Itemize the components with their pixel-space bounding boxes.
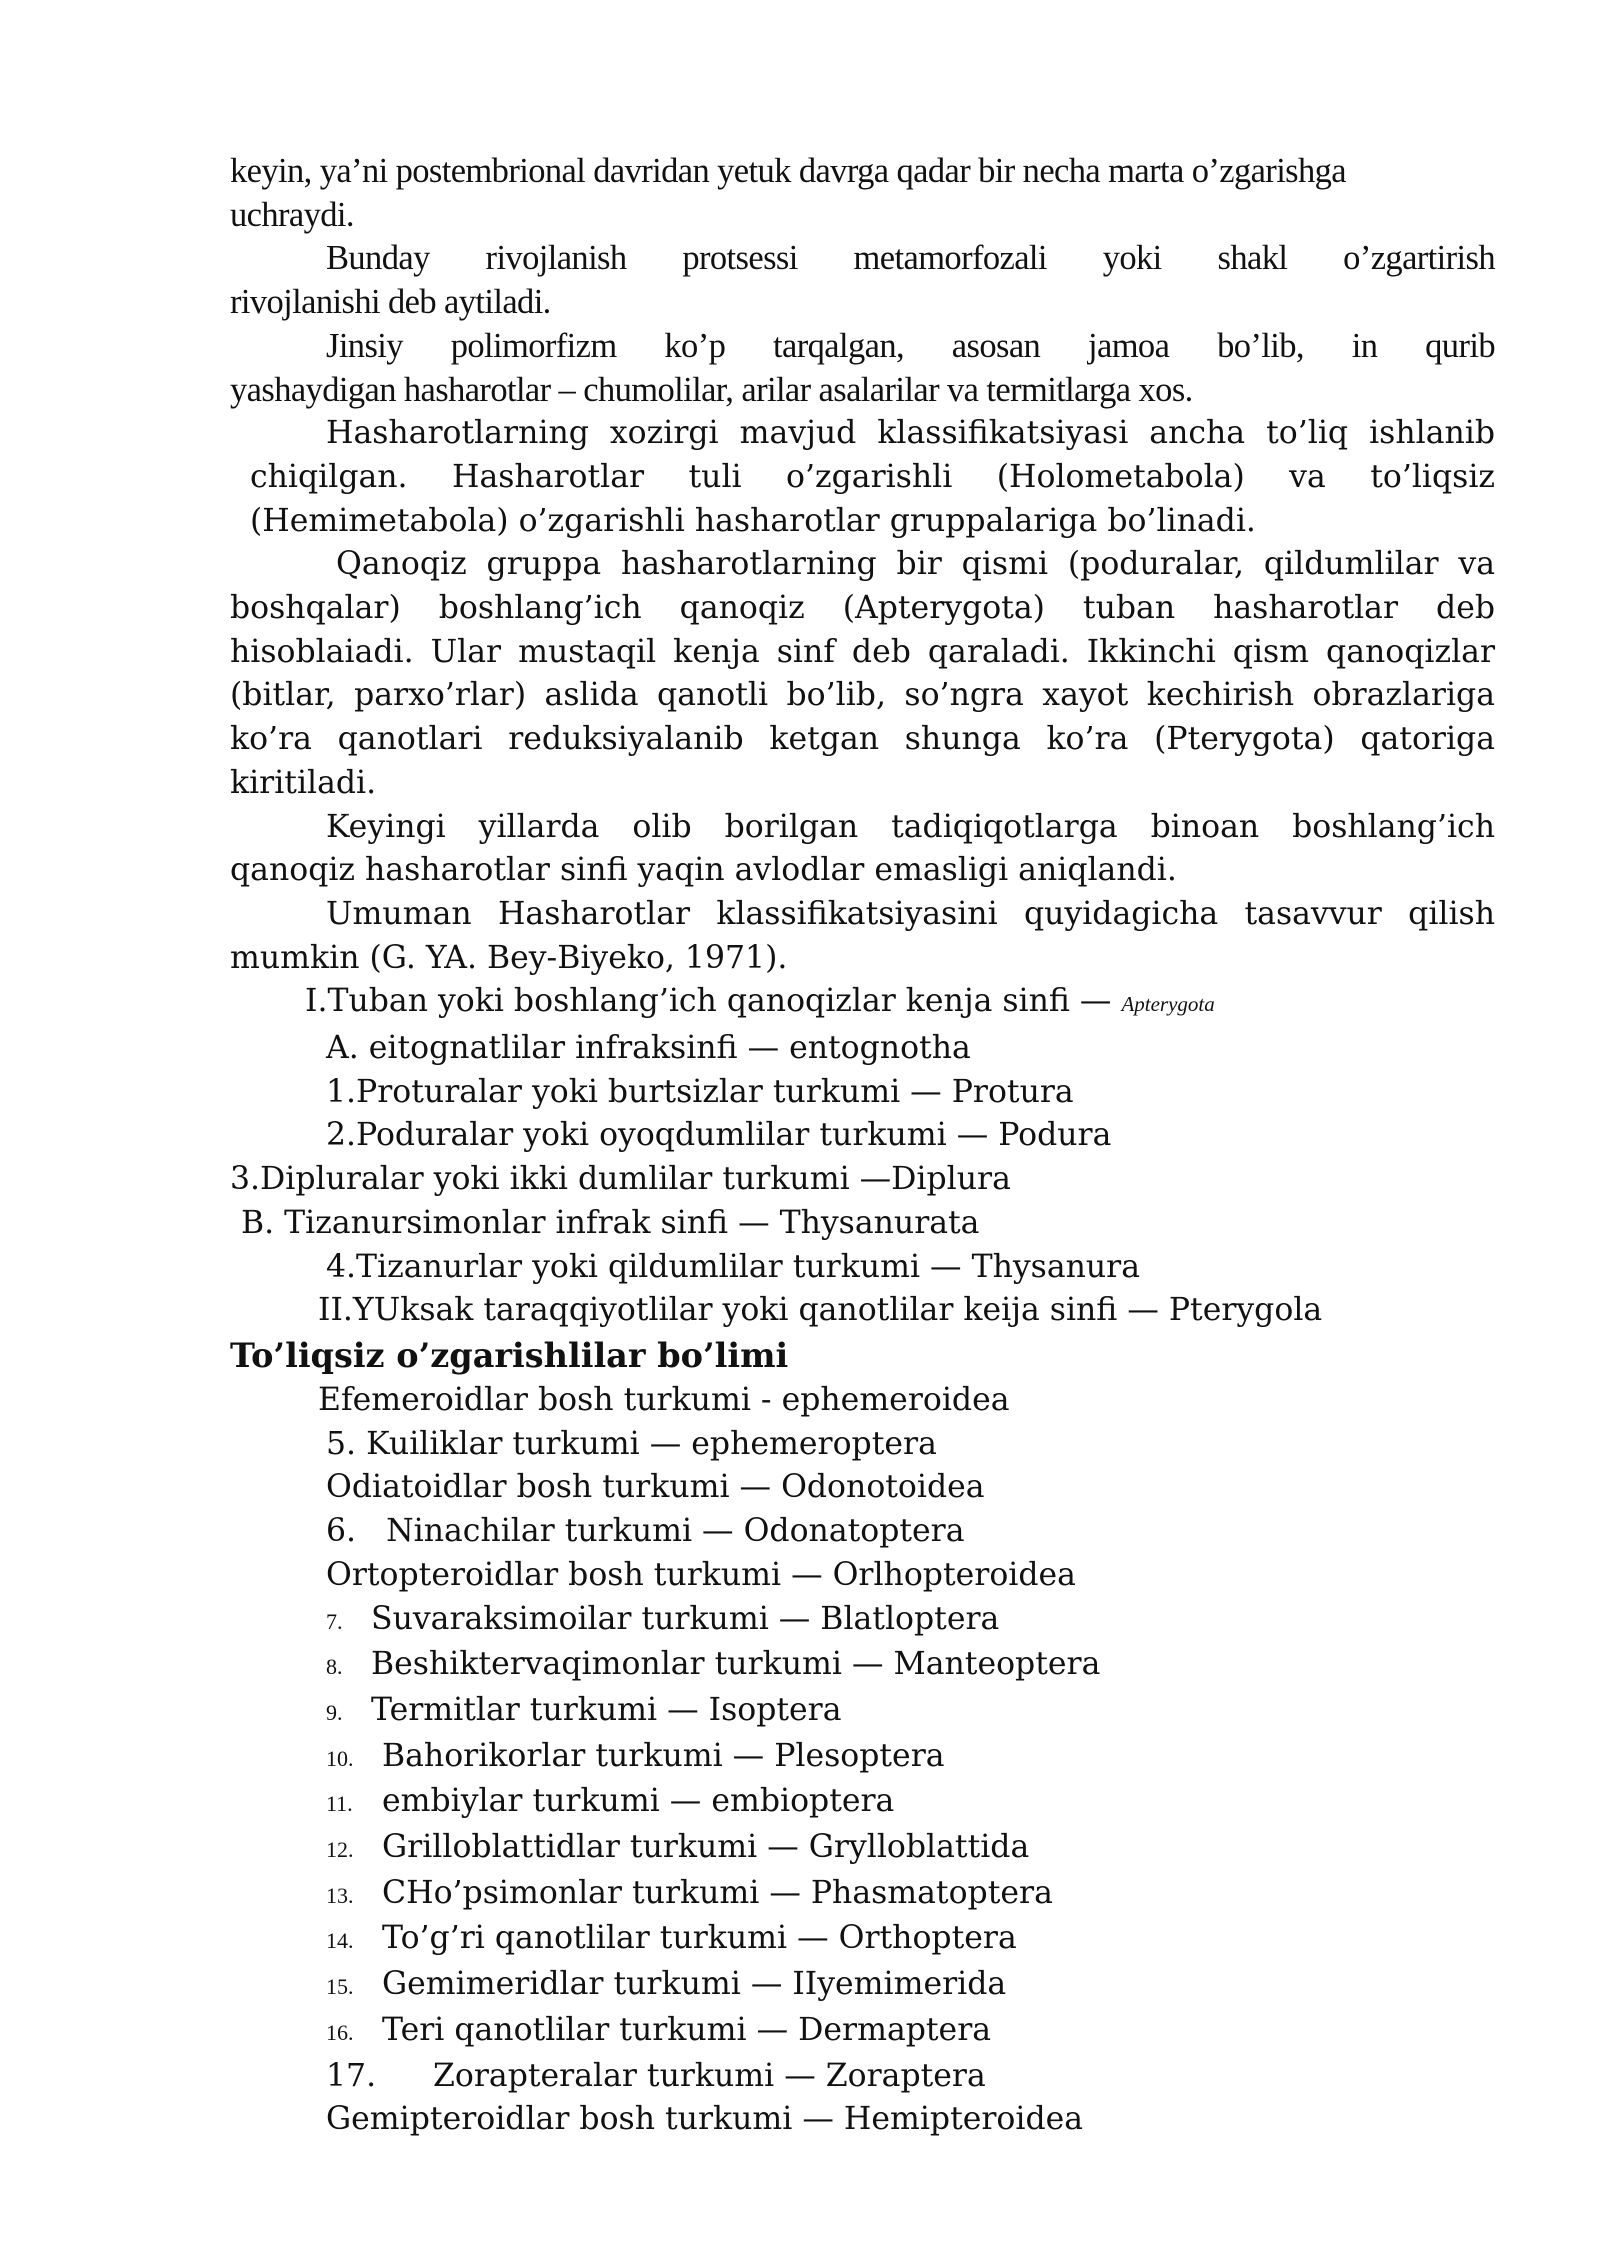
order-text: To’g’ri qanotlilar turkumi — Orthoptera [382, 1920, 1017, 1957]
order-item [230, 2009, 1495, 2055]
order-item [230, 1735, 1495, 1781]
order-text: Suvaraksimoilar turkumi — Blatloptera [371, 1600, 1000, 1637]
order-number: 13. [326, 1882, 354, 1908]
order-item [230, 1780, 1495, 1826]
order-item [230, 1689, 1495, 1735]
classification-item: B. Tizanursimonlar infrak sinfi — Thysanurata [241, 1204, 980, 1241]
text-line: mumkin (G. YA. Bey-Biyeko, 1971). [230, 939, 788, 976]
classification-item: 4.Tizanurlar yoki qildumlilar turkumi — Thysanura [326, 1248, 1141, 1285]
order-item [230, 1963, 1495, 2009]
text-line: rivojlanishi deb aytiladi. [230, 283, 551, 322]
classification-item: Ortopteroidlar bosh turkumi — Orlhopteroidea [326, 1556, 1076, 1593]
order-number: 7. [326, 1608, 343, 1634]
order-number: 16. [326, 2019, 354, 2045]
classification-item: 5. Kuiliklar turkumi — ephemeroptera [326, 1425, 937, 1462]
order-number: 11. [326, 1791, 353, 1817]
document-page [230, 150, 1495, 2142]
order-number: 12. [326, 1837, 354, 1863]
order-text: Beshiktervaqimonlar turkumi — Manteoptera [371, 1646, 1101, 1683]
order-text: embiylar turkumi — embioptera [382, 1783, 895, 1820]
paragraph-line: Keyingi yillarda olib borilgan tadiqiqotlarga binoan boshlang’ich [326, 808, 1495, 845]
classification-subclass [230, 980, 1495, 1027]
order-text: Bahorikorlar turkumi — Plesoptera [382, 1737, 945, 1774]
order-text: Grilloblattidlar turkumi — Grylloblattida [382, 1829, 1030, 1866]
paragraph-line: chiqilgan. Hasharotlar tuli o’zgarishli (Holometabola) va to’liqsiz [250, 458, 1495, 495]
classification-item: Gemipteroidlar bosh turkumi — Hemipteroidea [326, 2101, 1084, 2138]
order-number: 15. [326, 1974, 354, 2000]
subclass-latin: Apterygota [1121, 992, 1215, 1017]
classification-item: 2.Poduralar yoki oyoqdumlilar turkumi — Podura [326, 1117, 1112, 1154]
order-number: 10. [326, 1745, 354, 1771]
paragraph-line: Jinsiy polimorfizm ko’p tarqalgan, asosan jamoa bo’lib, in qurib [326, 326, 1495, 365]
text-line: (Hemimetabola) o’zgarishli hasharotlar gruppalariga bo’linadi. [250, 502, 1256, 539]
section-heading: To’liqsiz o’zgarishlilar bo’limi [230, 1335, 789, 1375]
order-item [230, 1643, 1495, 1689]
classification-item: 1.Proturalar yoki burtsizlar turkumi — Protura [326, 1073, 1074, 1110]
order-text: Teri qanotlilar turkumi — Dermaptera [382, 2011, 992, 2048]
subclass-name: I.Tuban yoki boshlang’ich qanoqizlar kenja sinfi — [305, 983, 1112, 1020]
text-line: yashaydigan hasharotlar – chumolilar, arilar asalarilar va termitlarga xos. [230, 370, 1193, 409]
classification-item: 6. Ninachilar turkumi — Odonatoptera [326, 1513, 965, 1550]
paragraph-line: (bitlar, parxo’rlar) aslida qanotli bo’lib, so’ngra xayot kechirish obrazlariga [230, 677, 1495, 714]
order-text: CHo’psimonlar turkumi — Phasmatoptera [382, 1874, 1053, 1911]
paragraph-line: ko’ra qanotlari reduksiyalanib ketgan shunga ko’ra (Pterygota) qatoriga [230, 721, 1495, 758]
order-text: Termitlar turkumi — Isoptera [371, 1691, 842, 1728]
order-text: Zorapteralar turkumi — Zoraptera [433, 2057, 986, 2094]
paragraph-line: Qanoqiz gruppa hasharotlarning bir qismi (poduralar, qildumlilar va [336, 546, 1495, 583]
order-item [230, 1872, 1495, 1918]
classification-item: Odiatoidlar bosh turkumi — Odonotoidea [326, 1469, 985, 1506]
order-item [230, 1826, 1495, 1872]
order-number: 8. [326, 1654, 343, 1680]
order-number: 9. [326, 1699, 343, 1725]
order-item [230, 1917, 1495, 1963]
classification-item: A. eitognatlilar infraksinfi — entognotha [326, 1030, 971, 1067]
text-line: keyin, ya’ni postembrional davridan yetuk davrga qadar bir necha marta o’zgarishga [230, 152, 1347, 190]
classification-item: Efemeroidlar bosh turkumi - ephemeroidea [318, 1381, 1010, 1418]
paragraph-line: hisoblaiadi. Ular mustaqil kenja sinf deb qaraladi. Ikkinchi qism qanoqizlar [230, 633, 1495, 670]
text-line: kiritiladi. [230, 764, 377, 801]
order-item [230, 1598, 1495, 1644]
classification-subclass: II.YUksak taraqqiyotlilar yoki qanotlilar keija sinfi — Pterygola [318, 1292, 1323, 1329]
paragraph-line: boshqalar) boshlang’ich qanoqiz (Apterygota) tuban hasharotlar deb [230, 590, 1495, 627]
order-text: Gemimeridlar turkumi — IIyemimerida [382, 1966, 1007, 2003]
classification-item: 3.Dipluralar yoki ikki dumlilar turkumi —Diplura [230, 1161, 1011, 1198]
paragraph-line: Umuman Hasharotlar klassifikatsiyasini quyidagicha tasavvur qilish [326, 895, 1495, 932]
paragraph-line: Hasharotlarning xozirgi mavjud klassifikatsiyasi ancha to’liq ishlanib [326, 415, 1495, 452]
order-item [230, 2055, 1495, 2099]
text-line: qanoqiz hasharotlar sinfi yaqin avlodlar emasligi aniqlandi. [230, 852, 1177, 889]
text-line: uchraydi. [230, 195, 354, 234]
order-number: 17. [326, 2057, 377, 2094]
order-number: 14. [326, 1928, 354, 1954]
paragraph-line: Bunday rivojlanish protsessi metamorfozali yoki shakl o’zgartirish [326, 239, 1495, 278]
